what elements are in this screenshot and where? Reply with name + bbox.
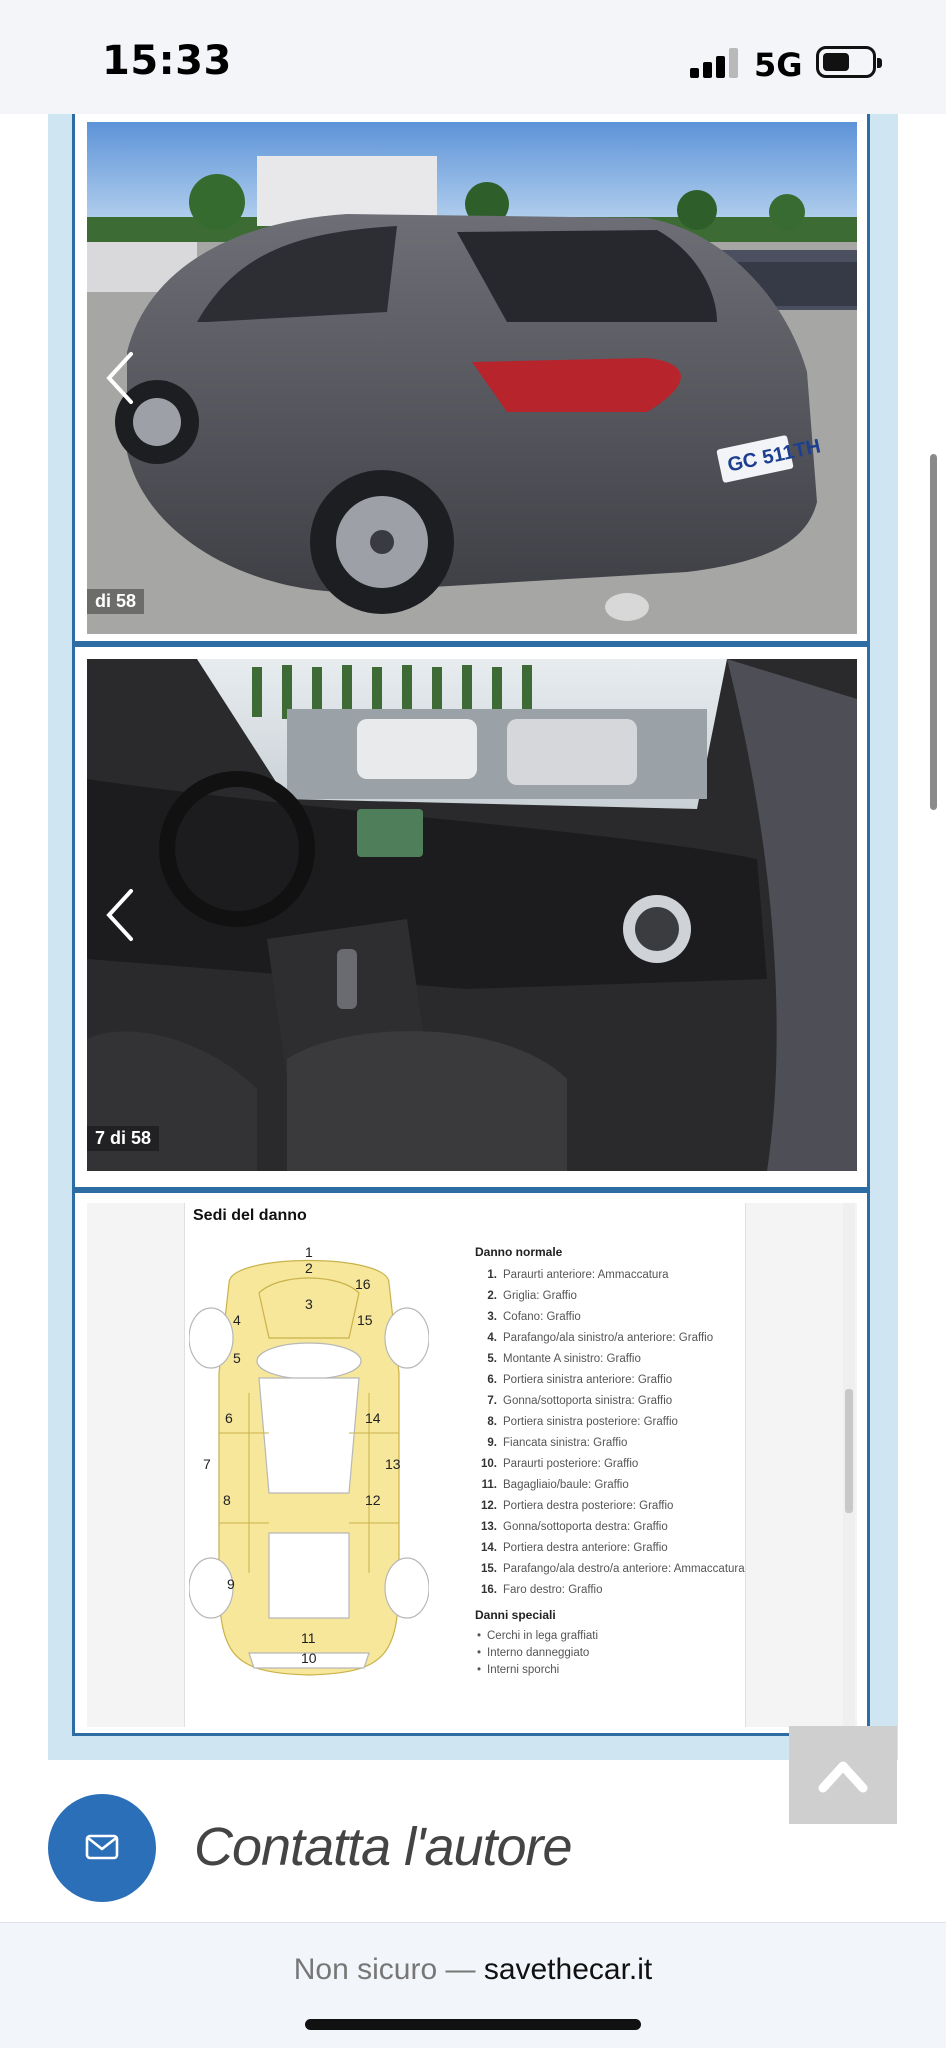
list-item: 1. Paraurti anteriore: Ammaccatura: [487, 1269, 669, 1281]
contact-button[interactable]: [48, 1794, 156, 1902]
list-item: 8. Portiera sinistra posteriore: Graffio: [487, 1416, 678, 1428]
diagram-number: 6: [225, 1410, 233, 1426]
photo-car-interior-icon: [87, 659, 857, 1171]
damage-legend: [475, 1245, 745, 1679]
diagram-number: 3: [305, 1296, 313, 1312]
car-damage-diagram: [189, 1243, 429, 1683]
diagram-number: 14: [365, 1410, 381, 1426]
photo-car-rear[interactable]: [87, 122, 857, 634]
diagram-number: 13: [385, 1456, 401, 1472]
list-item: 2. Griglia: Graffio: [487, 1290, 577, 1302]
diagram-number: 15: [357, 1312, 373, 1328]
url-display[interactable]: [0, 1953, 946, 1987]
photo-counter: di 58: [87, 589, 144, 614]
gallery-card-interior: [72, 644, 870, 1190]
chevron-left-icon[interactable]: [101, 885, 141, 945]
contact-author-title[interactable]: Contatta l'autore: [194, 1817, 572, 1877]
damage-report-scrollbar[interactable]: [843, 1203, 855, 1727]
gallery-card-exterior: [72, 114, 870, 644]
list-item: 16. Faro destro: Graffio: [481, 1584, 603, 1596]
diagram-number: 9: [227, 1576, 235, 1592]
diagram-number: 11: [301, 1630, 316, 1646]
normal-damage-heading: Danno normale: [475, 1245, 563, 1259]
browser-address-bar[interactable]: [0, 1922, 946, 2048]
list-item: 12. Portiera destra posteriore: Graffio: [481, 1500, 674, 1512]
special-damage-heading: Danni speciali: [475, 1608, 556, 1622]
list-item: 6. Portiera sinistra anteriore: Graffio: [487, 1374, 673, 1386]
diagram-number: 4: [233, 1312, 241, 1328]
list-item: 11. Bagagliaio/baule: Graffio: [481, 1479, 629, 1491]
diagram-number: 2: [305, 1260, 313, 1276]
list-item: 9. Fiancata sinistra: Graffio: [487, 1437, 628, 1449]
url-domain: savethecar.it: [483, 1953, 653, 1986]
photo-car-interior[interactable]: [87, 659, 857, 1171]
diagram-number: 8: [223, 1492, 231, 1508]
listing-gallery: [48, 114, 898, 1760]
diagram-number: 5: [233, 1350, 241, 1366]
list-item: 3. Cofano: Graffio: [487, 1311, 581, 1323]
security-warning: Non sicuro —: [293, 1953, 484, 1986]
list-item: 10. Paraurti posteriore: Graffio: [481, 1458, 639, 1470]
list-item: 13. Gonna/sottoporta destra: Graffio: [481, 1521, 668, 1533]
list-item: • Cerchi in lega graffiati: [475, 1628, 745, 1645]
diagram-number: 1: [305, 1244, 313, 1260]
cellular-signal-icon: [690, 48, 738, 78]
diagram-number: 10: [301, 1650, 317, 1666]
diagram-number: 16: [355, 1276, 371, 1292]
gallery-card-damage-report: [72, 1190, 870, 1736]
photo-counter: 7 di 58: [87, 1126, 159, 1151]
mail-icon: [85, 1834, 119, 1860]
chevron-up-icon: [817, 1752, 869, 1796]
list-item: 5. Montante A sinistro: Graffio: [487, 1353, 641, 1365]
battery-icon: [816, 46, 876, 78]
list-item: 14. Portiera destra anteriore: Graffio: [481, 1542, 668, 1554]
page-scrollbar[interactable]: [930, 454, 937, 810]
list-item: 4. Parafango/ala sinistro/a anteriore: Graffio: [487, 1332, 714, 1344]
status-time: 15:33: [102, 38, 232, 84]
list-item: 15. Parafango/ala destro/a anteriore: Ammaccatura: [481, 1563, 745, 1575]
list-item: • Interni sporchi: [475, 1662, 745, 1679]
photo-car-rear-icon: [87, 122, 857, 634]
list-item: 7. Gonna/sottoporta sinistra: Graffio: [487, 1395, 673, 1407]
scroll-to-top-button[interactable]: [789, 1726, 897, 1824]
damage-report[interactable]: [87, 1203, 857, 1727]
normal-damage-list: [475, 1267, 745, 1598]
damage-title: Sedi del danno: [193, 1207, 307, 1224]
diagram-number: 7: [203, 1456, 211, 1472]
status-bar: [0, 0, 946, 114]
special-damage-list: [475, 1628, 745, 1679]
list-item: • Interno danneggiato: [475, 1645, 745, 1662]
license-plate: GC 511TH: [725, 435, 823, 477]
chevron-left-icon[interactable]: [101, 348, 141, 408]
diagram-number: 12: [365, 1492, 381, 1508]
home-indicator[interactable]: [305, 2019, 641, 2030]
network-type: 5G: [754, 46, 803, 84]
